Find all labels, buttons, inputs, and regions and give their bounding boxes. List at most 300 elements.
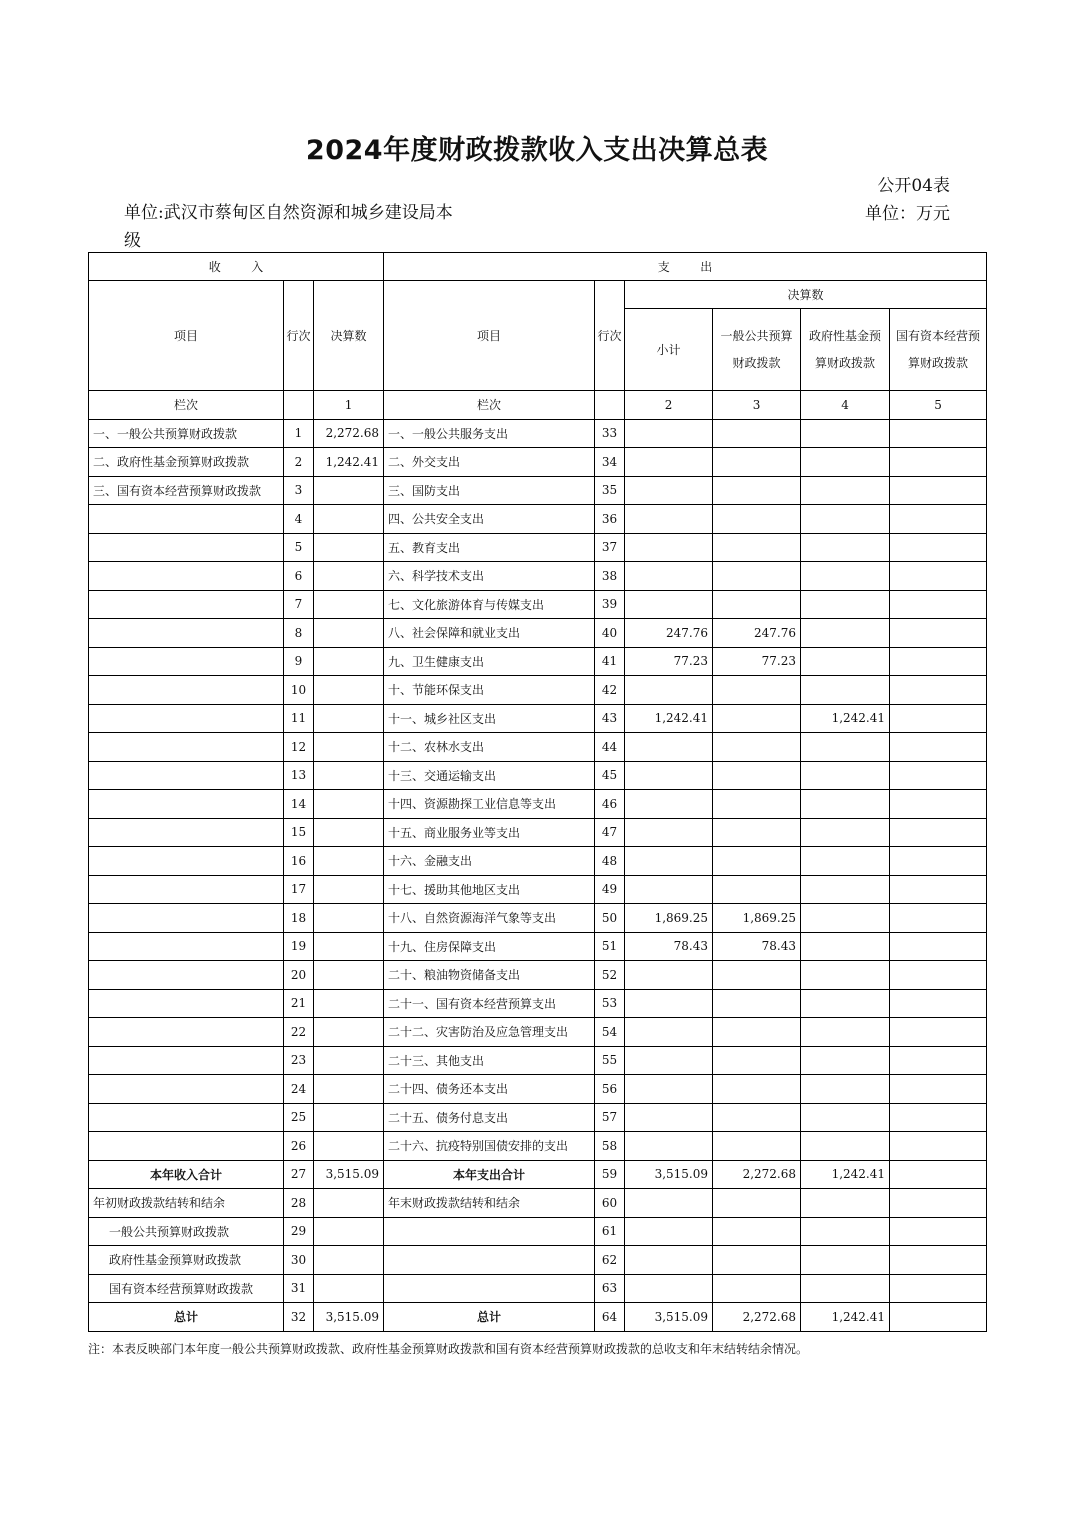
income-amount-cell [314,932,384,961]
table-row [89,961,987,990]
state-capital-cell [890,476,987,505]
expense-item-header: 项目 [384,281,595,391]
expense-item-cell: 十四、资源勘探工业信息等支出 [384,790,595,819]
income-amount-cell: 3,515.09 [314,1160,384,1189]
expense-rowno-cell: 50 [595,904,625,933]
general-budget-cell [713,1246,801,1275]
income-amount-cell [314,476,384,505]
income-item-cell: 总计 [89,1303,284,1332]
table-row [89,1274,987,1303]
expense-item-cell: 二十、粮油物资储备支出 [384,961,595,990]
expense-rowno-cell: 37 [595,533,625,562]
subtotal-cell: 1,869.25 [625,904,713,933]
subtotal-cell [625,1217,713,1246]
income-amount-cell [314,676,384,705]
general-budget-cell [713,1018,801,1047]
income-rowno-cell: 1 [284,419,314,448]
income-rowno-cell: 13 [284,761,314,790]
general-budget-cell [713,476,801,505]
income-item-cell: 三、国有资本经营预算财政拨款 [89,476,284,505]
state-capital-cell [890,818,987,847]
expense-item-cell [384,1274,595,1303]
expense-rowno-cell: 55 [595,1046,625,1075]
income-item-cell: 本年收入合计 [89,1160,284,1189]
income-amount-cell: 3,515.09 [314,1303,384,1332]
income-rowno-cell: 17 [284,875,314,904]
column-number-3: 3 [713,391,801,420]
state-capital-cell [890,676,987,705]
subtotal-cell [625,989,713,1018]
income-item-cell: 年初财政拨款结转和结余 [89,1189,284,1218]
state-capital-cell [890,961,987,990]
income-item-cell [89,533,284,562]
income-amount-cell [314,1046,384,1075]
expense-rowno-cell: 60 [595,1189,625,1218]
general-budget-cell [713,562,801,591]
unit-measure: 单位：万元 [865,204,950,224]
subtotal-cell [625,476,713,505]
income-amount-cell [314,1246,384,1275]
expense-column-label: 栏次 [384,391,595,420]
expense-item-cell: 二十一、国有资本经营预算支出 [384,989,595,1018]
table-row [89,1246,987,1275]
expense-item-cell: 十三、交通运输支出 [384,761,595,790]
income-item-cell [89,704,284,733]
income-rowno-cell: 7 [284,590,314,619]
income-rowno-cell: 30 [284,1246,314,1275]
income-amount-cell [314,533,384,562]
subtotal-cell [625,875,713,904]
general-budget-cell [713,733,801,762]
subtotal-cell [625,1274,713,1303]
expense-item-cell: 二十五、债务付息支出 [384,1103,595,1132]
subtotal-cell [625,1103,713,1132]
state-capital-cell [890,1103,987,1132]
income-rowno-cell: 23 [284,1046,314,1075]
table-row [89,733,987,762]
state-capital-cell [890,1075,987,1104]
subtotal-cell [625,1018,713,1047]
income-rowno-header: 行次 [284,281,314,391]
table-row [89,419,987,448]
state-capital-cell [890,733,987,762]
state-capital-cell [890,790,987,819]
fund-budget-cell [801,1246,890,1275]
income-rowno-cell: 15 [284,818,314,847]
subtotal-cell: 3,515.09 [625,1303,713,1332]
fund-budget-cell [801,419,890,448]
general-budget-cell [713,676,801,705]
general-budget-cell [713,961,801,990]
income-amount-cell [314,1103,384,1132]
subtotal-cell [625,733,713,762]
income-item-cell [89,790,284,819]
income-rowno-cell: 12 [284,733,314,762]
subtotal-cell: 77.23 [625,647,713,676]
general-budget-cell [713,590,801,619]
expense-item-cell: 十、节能环保支出 [384,676,595,705]
column-label: 栏次 [89,391,284,420]
expense-item-cell: 十五、商业服务业等支出 [384,818,595,847]
table-row [89,761,987,790]
income-item-cell [89,619,284,648]
general-budget-header: 一般公共预算财政拨款 [713,309,801,391]
column-number-4: 4 [801,391,890,420]
income-rowno-cell: 32 [284,1303,314,1332]
expense-rowno-cell: 39 [595,590,625,619]
fund-budget-cell [801,533,890,562]
subtotal-cell [625,562,713,591]
general-budget-cell [713,1046,801,1075]
column-number-2: 2 [625,391,713,420]
general-budget-cell [713,1103,801,1132]
income-item-cell [89,733,284,762]
table-row [89,847,987,876]
income-item-header: 项目 [89,281,284,391]
fund-budget-cell [801,476,890,505]
income-amount-cell [314,818,384,847]
fund-budget-header: 政府性基金预算财政拨款 [801,309,890,391]
income-rowno-cell: 6 [284,562,314,591]
income-rowno-cell: 4 [284,505,314,534]
income-item-cell [89,1075,284,1104]
fund-budget-cell [801,961,890,990]
expense-rowno-cell: 42 [595,676,625,705]
fund-budget-cell [801,562,890,591]
fund-budget-cell [801,1103,890,1132]
table-row [89,1189,987,1218]
general-budget-cell: 2,272.68 [713,1303,801,1332]
expense-item-cell: 十二、农林水支出 [384,733,595,762]
subtotal-cell [625,790,713,819]
income-amount-cell [314,733,384,762]
income-rowno-cell: 2 [284,448,314,477]
fund-budget-cell: 1,242.41 [801,704,890,733]
table-row [89,1303,987,1332]
expense-rowno-cell: 44 [595,733,625,762]
income-amount-cell [314,961,384,990]
fund-budget-cell [801,733,890,762]
income-rowno-cell: 25 [284,1103,314,1132]
general-budget-cell [713,1075,801,1104]
state-capital-cell [890,989,987,1018]
general-budget-cell: 247.76 [713,619,801,648]
income-item-cell [89,761,284,790]
expense-rowno-cell: 61 [595,1217,625,1246]
expense-item-cell: 一、一般公共服务支出 [384,419,595,448]
expense-item-cell: 九、卫生健康支出 [384,647,595,676]
state-capital-cell [890,875,987,904]
subtotal-cell [625,676,713,705]
expense-item-cell: 二十三、其他支出 [384,1046,595,1075]
expense-item-cell: 二、外交支出 [384,448,595,477]
state-capital-cell [890,904,987,933]
subtotal-cell [625,448,713,477]
income-item-cell [89,989,284,1018]
income-amount-cell [314,1075,384,1104]
general-budget-cell [713,533,801,562]
income-amount-cell [314,1132,384,1161]
table-row [89,448,987,477]
table-row [89,932,987,961]
final-amount-header: 决算数 [625,281,987,309]
state-capital-cell [890,1274,987,1303]
expense-item-cell: 二十二、灾害防治及应急管理支出 [384,1018,595,1047]
income-amount-cell: 2,272.68 [314,419,384,448]
expense-rowno-cell: 57 [595,1103,625,1132]
general-budget-cell [713,761,801,790]
expense-rowno-cell: 41 [595,647,625,676]
state-capital-cell [890,1303,987,1332]
state-capital-cell [890,761,987,790]
income-item-cell [89,904,284,933]
income-rowno-cell: 20 [284,961,314,990]
fund-budget-cell [801,1274,890,1303]
fund-budget-cell [801,790,890,819]
state-capital-cell [890,704,987,733]
table-row [89,590,987,619]
subtotal-cell [625,1075,713,1104]
income-amount-cell [314,590,384,619]
state-capital-cell [890,647,987,676]
income-amount-cell [314,1018,384,1047]
income-rowno-cell: 28 [284,1189,314,1218]
column-number-1: 1 [314,391,384,420]
income-amount-cell [314,1217,384,1246]
fund-budget-cell [801,590,890,619]
fund-budget-cell [801,989,890,1018]
expense-item-cell [384,1246,595,1275]
expense-item-cell: 三、国防支出 [384,476,595,505]
subtotal-cell [625,505,713,534]
appropriation-table [88,252,987,1332]
fund-budget-cell [801,875,890,904]
fund-budget-cell [801,1046,890,1075]
table-row [89,647,987,676]
subtotal-cell [625,1189,713,1218]
expense-item-cell: 十一、城乡社区支出 [384,704,595,733]
expense-rowno-cell: 34 [595,448,625,477]
subtotal-cell [625,1246,713,1275]
state-capital-cell [890,1189,987,1218]
income-rowno-cell: 29 [284,1217,314,1246]
expense-item-cell: 十九、住房保障支出 [384,932,595,961]
table-row [89,989,987,1018]
expense-rowno-header: 行次 [595,281,625,391]
expense-rowno-cell: 46 [595,790,625,819]
income-amount-cell [314,847,384,876]
income-amount-cell [314,904,384,933]
table-row [89,476,987,505]
general-budget-cell: 1,869.25 [713,904,801,933]
expense-rowno-cell: 51 [595,932,625,961]
general-budget-cell [713,448,801,477]
income-item-cell: 一、一般公共预算财政拨款 [89,419,284,448]
expense-rowno-cell: 53 [595,989,625,1018]
state-capital-cell [890,533,987,562]
general-budget-cell [713,818,801,847]
general-budget-cell [713,704,801,733]
income-header: 收 入 [89,253,384,281]
income-item-cell [89,676,284,705]
fund-budget-cell [801,1189,890,1218]
income-amount-cell [314,619,384,648]
income-item-cell [89,847,284,876]
subtotal-cell [625,590,713,619]
income-item-cell: 二、政府性基金预算财政拨款 [89,448,284,477]
income-amount-cell [314,562,384,591]
state-capital-cell [890,1160,987,1189]
income-rowno-cell: 19 [284,932,314,961]
footnote: 注：本表反映部门本年度一般公共预算财政拨款、政府性基金预算财政拨款和国有资本经营预算财政拨款的总收支和年末结转结余情况。 [88,1342,809,1356]
expense-rowno-cell: 63 [595,1274,625,1303]
subtotal-cell [625,419,713,448]
subtotal-cell [625,761,713,790]
subtotal-cell [625,1132,713,1161]
table-row [89,533,987,562]
subtotal-cell [625,1046,713,1075]
income-rowno-cell: 18 [284,904,314,933]
expense-item-cell: 二十四、债务还本支出 [384,1075,595,1104]
fund-budget-cell [801,932,890,961]
expense-rowno-cell: 52 [595,961,625,990]
income-amount-cell [314,647,384,676]
income-amount-cell [314,761,384,790]
income-item-cell: 政府性基金预算财政拨款 [89,1246,284,1275]
fund-budget-cell [801,761,890,790]
fund-budget-cell [801,505,890,534]
expense-rowno-cell: 62 [595,1246,625,1275]
income-amount-cell [314,875,384,904]
state-capital-cell [890,932,987,961]
income-item-cell [89,562,284,591]
table-row [89,619,987,648]
state-capital-cell [890,505,987,534]
income-rowno-cell: 14 [284,790,314,819]
table-row [89,1217,987,1246]
income-rowno-cell: 11 [284,704,314,733]
state-capital-cell [890,1046,987,1075]
table-row [89,676,987,705]
state-capital-cell [890,1217,987,1246]
state-capital-cell [890,562,987,591]
expense-rowno-cell: 35 [595,476,625,505]
general-budget-cell [713,419,801,448]
income-amount-cell [314,704,384,733]
expense-item-cell: 总计 [384,1303,595,1332]
income-rowno-cell: 27 [284,1160,314,1189]
state-capital-cell [890,1246,987,1275]
general-budget-cell [713,989,801,1018]
subtotal-cell: 1,242.41 [625,704,713,733]
fund-budget-cell [801,1217,890,1246]
state-capital-cell [890,619,987,648]
expense-item-cell: 八、社会保障和就业支出 [384,619,595,648]
page-title: 2024年度财政拨款收入支出决算总表 [305,135,769,166]
table-row [89,818,987,847]
income-rowno-cell: 8 [284,619,314,648]
general-budget-cell: 77.23 [713,647,801,676]
general-budget-cell: 78.43 [713,932,801,961]
expense-item-cell: 六、科学技术支出 [384,562,595,591]
expense-item-cell: 二十六、抗疫特别国债安排的支出 [384,1132,595,1161]
table-row [89,790,987,819]
expense-rowno-cell: 56 [595,1075,625,1104]
fund-budget-cell [801,448,890,477]
subtotal-header: 小计 [625,309,713,391]
state-capital-cell [890,590,987,619]
income-rowno-cell: 5 [284,533,314,562]
expense-item-cell: 年末财政拨款结转和结余 [384,1189,595,1218]
unit-name: 单位:武汉市蔡甸区自然资源和城乡建设局本级 [124,203,453,251]
expense-rowno-cell: 45 [595,761,625,790]
expense-rowno-cell: 47 [595,818,625,847]
expense-item-cell [384,1217,595,1246]
subtotal-cell [625,847,713,876]
state-capital-cell [890,1132,987,1161]
income-amount-cell: 1,242.41 [314,448,384,477]
fund-budget-cell [801,647,890,676]
state-capital-cell [890,448,987,477]
income-rowno-cell: 3 [284,476,314,505]
income-rowno-cell: 16 [284,847,314,876]
table-row [89,904,987,933]
income-item-cell [89,1046,284,1075]
expense-header: 支 出 [384,253,987,281]
expense-rowno-cell: 58 [595,1132,625,1161]
income-item-cell: 一般公共预算财政拨款 [89,1217,284,1246]
general-budget-cell: 2,272.68 [713,1160,801,1189]
general-budget-cell [713,1274,801,1303]
income-item-cell [89,1018,284,1047]
expense-item-cell: 七、文化旅游体育与传媒支出 [384,590,595,619]
fund-budget-cell [801,1018,890,1047]
form-number: 公开04表 [877,176,950,196]
income-amount-cell [314,1274,384,1303]
table-row [89,1132,987,1161]
table-row [89,562,987,591]
subtotal-cell [625,533,713,562]
fund-budget-cell [801,847,890,876]
state-capital-header: 国有资本经营预算财政拨款 [890,309,987,391]
state-capital-cell [890,1018,987,1047]
table-row [89,1075,987,1104]
fund-budget-cell [801,619,890,648]
general-budget-cell [713,1132,801,1161]
income-rowno-cell: 9 [284,647,314,676]
general-budget-cell [713,847,801,876]
expense-rowno-cell: 43 [595,704,625,733]
income-item-cell [89,505,284,534]
expense-rowno-cell: 36 [595,505,625,534]
expense-item-cell: 十六、金融支出 [384,847,595,876]
income-rowno-cell: 22 [284,1018,314,1047]
income-item-cell [89,961,284,990]
subtotal-cell [625,961,713,990]
expense-rowno-cell: 40 [595,619,625,648]
state-capital-cell [890,847,987,876]
fund-budget-cell: 1,242.41 [801,1303,890,1332]
table-row [89,505,987,534]
income-amount-header: 决算数 [314,281,384,391]
expense-rowno-cell: 59 [595,1160,625,1189]
income-item-cell [89,1103,284,1132]
fund-budget-cell [801,1075,890,1104]
expense-item-cell: 本年支出合计 [384,1160,595,1189]
income-item-cell [89,818,284,847]
fund-budget-cell [801,676,890,705]
income-amount-cell [314,1189,384,1218]
